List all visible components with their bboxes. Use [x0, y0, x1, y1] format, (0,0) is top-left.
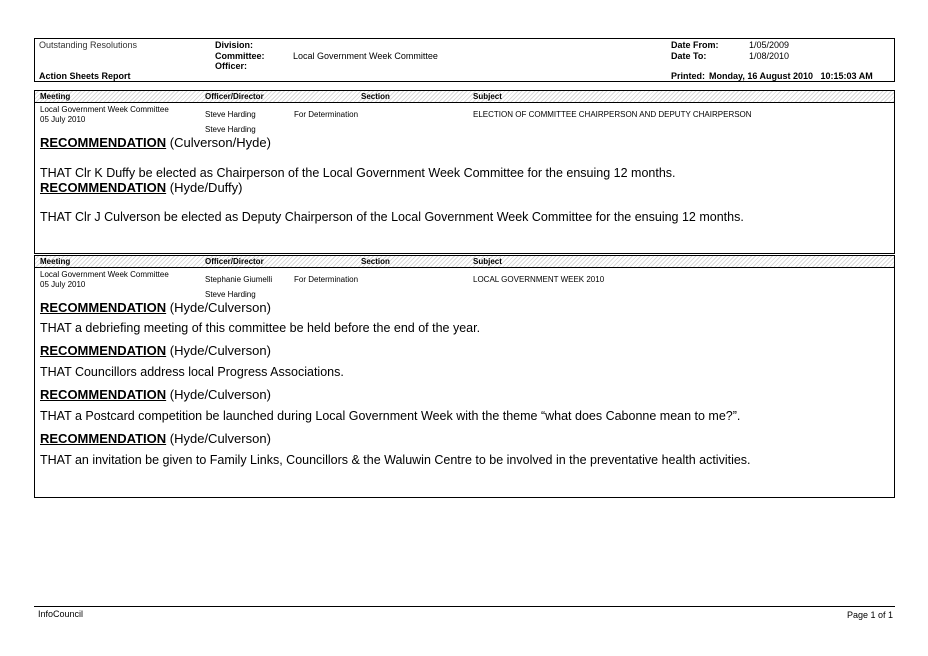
officer-name: Steve Harding [205, 290, 256, 299]
recommendation-text: THAT an invitation be given to Family Links, Councillors & the Waluwin Centre to be involved in the preventative health activities. [40, 453, 751, 467]
footer-divider [34, 606, 895, 607]
recommendation-heading: RECOMMENDATION (Hyde/Culverson) [40, 431, 271, 446]
page-number: Page 1 of 1 [847, 610, 894, 620]
column-header-row [35, 256, 894, 268]
date-from-value: 1/05/2009 [749, 40, 790, 50]
column-section: Section [361, 92, 390, 101]
recommendation-heading: RECOMMENDATION (Hyde/Culverson) [40, 343, 271, 358]
column-subject: Subject [473, 257, 502, 266]
meeting-date: 05 July 2010 [40, 280, 86, 289]
recommendation-text: THAT Clr J Culverson be elected as Deputy Chairperson of the Local Government Week Committee for the ensuing 12 months. [40, 210, 744, 224]
report-name: Action Sheets Report [39, 71, 131, 81]
subject-value: ELECTION OF COMMITTEE CHAIRPERSON AND DEPUTY CHAIRPERSON [473, 110, 752, 119]
officer-name: Steve Harding [205, 110, 256, 119]
column-section: Section [361, 257, 390, 266]
recommendation-text: THAT a Postcard competition be launched during Local Government Week with the theme “what does Cabonne mean to me?”. [40, 409, 741, 423]
recommendation-heading: RECOMMENDATION (Hyde/Duffy) [40, 180, 243, 195]
report-type: Outstanding Resolutions [39, 40, 138, 50]
committee-label: Committee: [215, 51, 265, 61]
recommendation-heading: RECOMMENDATION (Hyde/Culverson) [40, 300, 271, 315]
meeting-name: Local Government Week Committee [40, 270, 169, 279]
recommendation-text: THAT a debriefing meeting of this committee be held before the end of the year. [40, 321, 481, 335]
action-section-1 [34, 90, 895, 254]
subject-value: LOCAL GOVERNMENT WEEK 2010 [473, 275, 605, 284]
committee-value: Local Government Week Committee [293, 51, 438, 61]
column-meeting: Meeting [40, 257, 71, 266]
recommendation-heading: RECOMMENDATION (Culverson/Hyde) [40, 135, 271, 150]
date-from-label: Date From: [671, 40, 719, 50]
footer-app-name: InfoCouncil [38, 609, 84, 619]
column-header-row [35, 91, 894, 103]
section-value: For Determination [294, 275, 359, 284]
printed-label: Printed: [671, 71, 706, 81]
action-section-2 [34, 255, 895, 498]
officer-name: Stephanie Giumelli [205, 275, 273, 284]
meeting-date: 05 July 2010 [40, 115, 86, 124]
meeting-name: Local Government Week Committee [40, 105, 169, 114]
column-officer: Officer/Director [205, 257, 264, 266]
date-to-value: 1/08/2010 [749, 51, 790, 61]
column-officer: Officer/Director [205, 92, 264, 101]
date-to-label: Date To: [671, 51, 707, 61]
column-subject: Subject [473, 92, 502, 101]
officer-name: Steve Harding [205, 125, 256, 134]
recommendation-text: THAT Councillors address local Progress Associations. [40, 365, 344, 379]
report-header [34, 38, 895, 82]
division-label: Division: [215, 40, 254, 50]
section-value: For Determination [294, 110, 359, 119]
printed-value: Monday, 16 August 2010 10:15:03 AM [709, 71, 873, 81]
recommendation-heading: RECOMMENDATION (Hyde/Culverson) [40, 387, 271, 402]
recommendation-text: THAT Clr K Duffy be elected as Chairperson of the Local Government Week Committee for the ensuing 12 months. [40, 166, 676, 180]
officer-label: Officer: [215, 61, 248, 71]
column-meeting: Meeting [40, 92, 71, 101]
